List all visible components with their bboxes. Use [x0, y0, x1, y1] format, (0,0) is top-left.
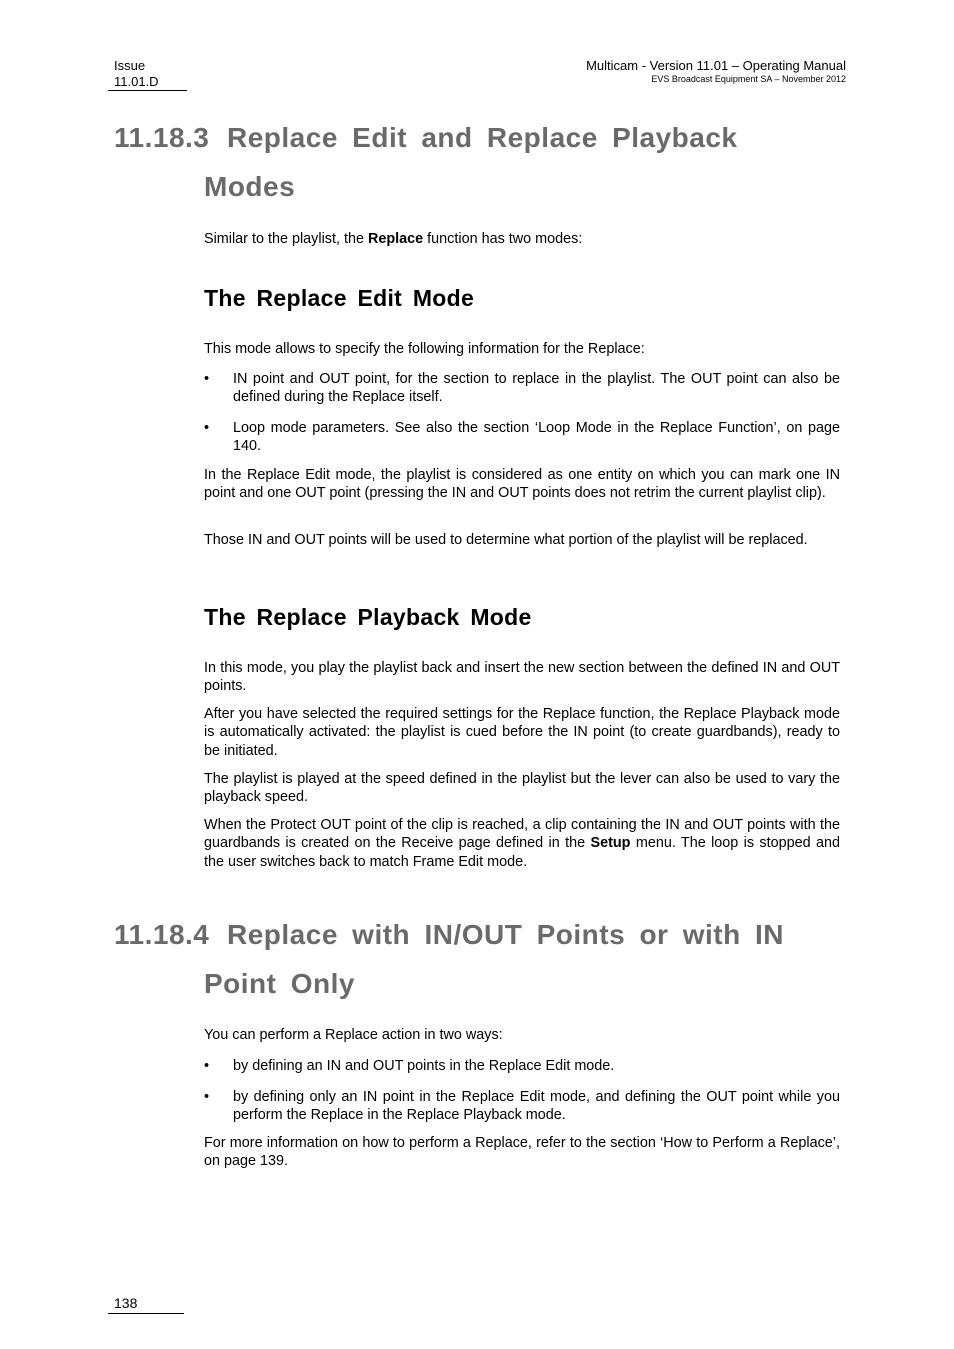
edit-mode-paragraph-2: Those IN and OUT points will be used to determine what portion of the playlist will be replaced. — [204, 532, 808, 548]
subheading-replace-playback-mode: The Replace Playback Mode — [204, 604, 532, 630]
issue-label: Issue — [114, 58, 146, 73]
section-2-intro: You can perform a Replace action in two ways: — [204, 1027, 503, 1043]
section-number: 11.18.3 — [114, 122, 210, 153]
section-intro: Similar to the playlist, the Replace function has two modes: — [204, 231, 583, 247]
bullet-glyph: • — [204, 1089, 210, 1105]
playback-mode-paragraph-2: After you have selected the required settings for the Replace function, the Replace Playback mode is automatically activated: the playlist is cued before the IN point (to create guardbands), ready to be initiated. — [204, 706, 840, 759]
issue-number: 11.01.D — [114, 74, 159, 89]
list-item: • by defining only an IN point in the Replace Edit mode, and defining the OUT point while you perform the Replace in the Replace Playback mode. — [204, 1089, 840, 1124]
playback-mode-paragraph-1: In this mode, you play the playlist back and insert the new section between the defined IN and OUT points. — [204, 660, 840, 695]
bullet-glyph: • — [204, 420, 210, 436]
bullet-glyph: • — [204, 371, 210, 387]
edit-mode-paragraph-1: In the Replace Edit mode, the playlist is considered as one entity on which you can mark one IN point and one OUT point (pressing the IN and OUT points does not retrim the current playlist clip). — [204, 467, 840, 502]
list-item: • by defining an IN and OUT points in the Replace Edit mode. — [204, 1058, 615, 1074]
bold-replace: Replace — [367, 231, 424, 247]
header-left-rule — [108, 90, 187, 91]
page-number: 138 — [114, 1295, 138, 1311]
section-number: 11.18.4 — [114, 919, 210, 950]
bold-setup: Setup — [590, 835, 631, 852]
bullet-glyph: • — [204, 1058, 210, 1074]
playback-mode-paragraph-3: The playlist is played at the speed defined in the playlist but the lever can also be used to vary the playback speed. — [204, 771, 840, 806]
edit-mode-intro: This mode allows to specify the following information for the Replace: — [204, 341, 645, 357]
list-item: • Loop mode parameters. See also the section ‘Loop Mode in the Replace Function’, on page 140. — [204, 420, 840, 455]
section-title-line-2: Point Only — [204, 968, 355, 999]
section-title-line-1: Replace Edit and Replace Playback — [227, 122, 738, 153]
playback-mode-paragraph-4: When the Protect OUT point of the clip is reached, a clip containing the IN and OUT points with the guardbands is created on the Receive page defined in the Setup menu. The loop is stopped and the user switches back to match Frame Edit mode. — [204, 817, 841, 870]
footer-rule — [108, 1313, 184, 1314]
list-item: • IN point and OUT point, for the section to replace in the playlist. The OUT point can also be defined during the Replace itself. — [204, 371, 840, 406]
section-title-line-2: Modes — [204, 171, 296, 202]
subheading-replace-edit-mode: The Replace Edit Mode — [204, 285, 475, 311]
manual-subtitle: EVS Broadcast Equipment SA – November 2012 — [651, 74, 846, 84]
section-title-line-1: Replace with IN/OUT Points or with IN — [227, 919, 784, 950]
section-2-outro: For more information on how to perform a Replace, refer to the section ‘How to Perform a Replace’, on page 139. — [204, 1135, 840, 1170]
manual-title: Multicam - Version 11.01 – Operating Manual — [586, 58, 846, 73]
